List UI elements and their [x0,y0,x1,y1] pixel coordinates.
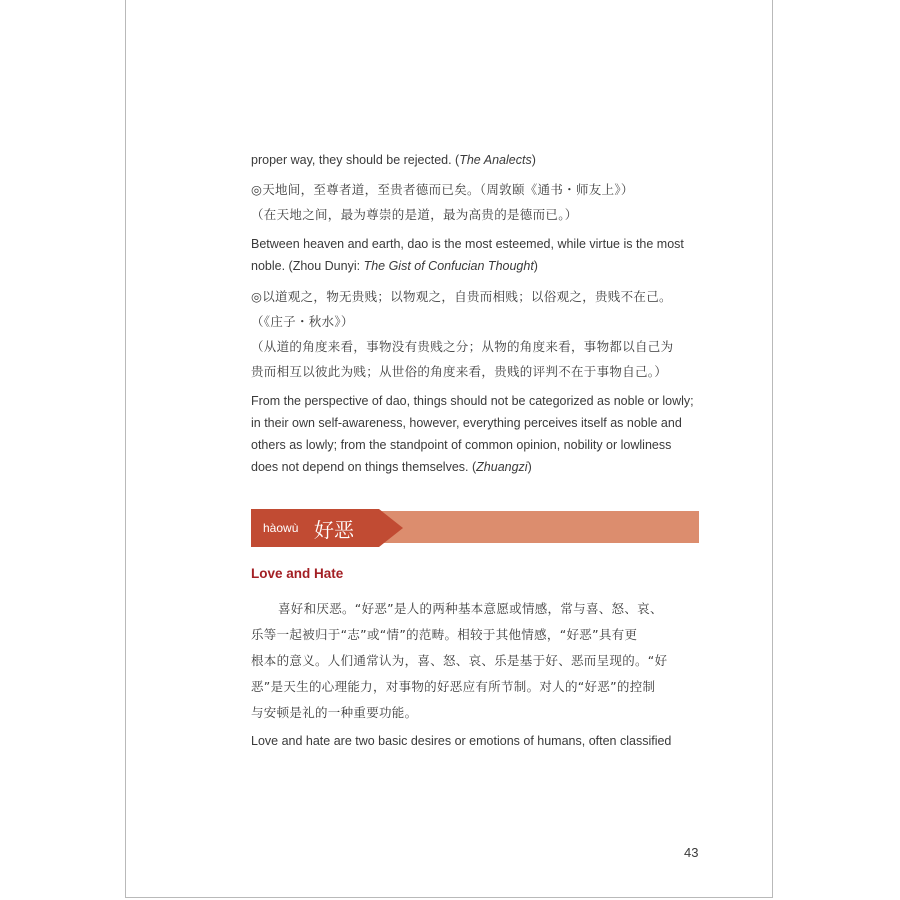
entry-title: Love and Hate [251,566,344,581]
quote2-english-line2: noble. (Zhou Dunyi: The Gist of Confucian Thought) [251,259,538,273]
quote3-english-line1: From the perspective of dao, things should not be categorized as noble or lowly; [251,394,694,408]
quote2-source: The Gist of Confucian Thought [363,259,534,273]
entry-english-line1: Love and hate are two basic desires or emotions of humans, often classified [251,734,672,748]
quote2-english-line1: Between heaven and earth, dao is the most esteemed, while virtue is the most [251,237,684,251]
quote3-modern-line1: （从道的角度来看，事物没有贵贱之分；从物的角度来看，事物都以自己为 [251,339,674,354]
entry-chinese-line4: 恶”是天生的心理能力，对事物的好恶应有所节制。对人的“好恶”的控制 [251,679,656,694]
quote1-source: The Analects [459,153,532,167]
entry-pinyin: hàowù [263,521,299,535]
quote3-source: Zhuangzi [476,460,528,474]
quote2-modern: （在天地之间，最为尊崇的是道，最为高贵的是德而已。） [251,207,578,222]
entry-chinese-line1: 喜好和厌恶。“好恶”是人的两种基本意愿或情感，常与喜、怒、哀、 [278,601,663,616]
quote3-modern-line2: 贵而相互以彼此为贱；从世俗的角度来看，贵贱的评判不在于事物自己。） [251,364,668,379]
page-number: 43 [684,845,699,860]
entry-banner [251,509,699,547]
quote3-chinese-line1: ◎以道观之，物无贵贱；以物观之，自贵而相贱；以俗观之，贵贱不在己。 [251,289,672,304]
entry-hanzi: 好恶 [314,518,354,542]
banner-bar [371,511,699,543]
entry-chinese-line3: 根本的意义。人们通常认为，喜、怒、哀、乐是基于好、恶而呈现的。“好 [251,653,668,668]
entry-chinese-line5: 与安顿是礼的一种重要功能。 [251,705,418,720]
quote3-chinese-line2: （《庄子・秋水》） [251,314,354,329]
quote3-english-line4: does not depend on things themselves. (Zhuangzi) [251,460,532,474]
quote1-english: proper way, they should be rejected. (The Analects) [251,153,536,167]
quote2-chinese: ◎天地间，至尊者道，至贵者德而已矣。（周敦颐《通书・师友上》） [251,182,634,197]
entry-chinese-line2: 乐等一起被归于“志”或“情”的范畴。相较于其他情感，“好恶”具有更 [251,627,638,642]
quote3-english-line2: in their own self-awareness, however, everything perceives itself as noble and [251,416,682,430]
quote3-english-line3: others as lowly; from the standpoint of common opinion, nobility or lowliness [251,438,672,452]
